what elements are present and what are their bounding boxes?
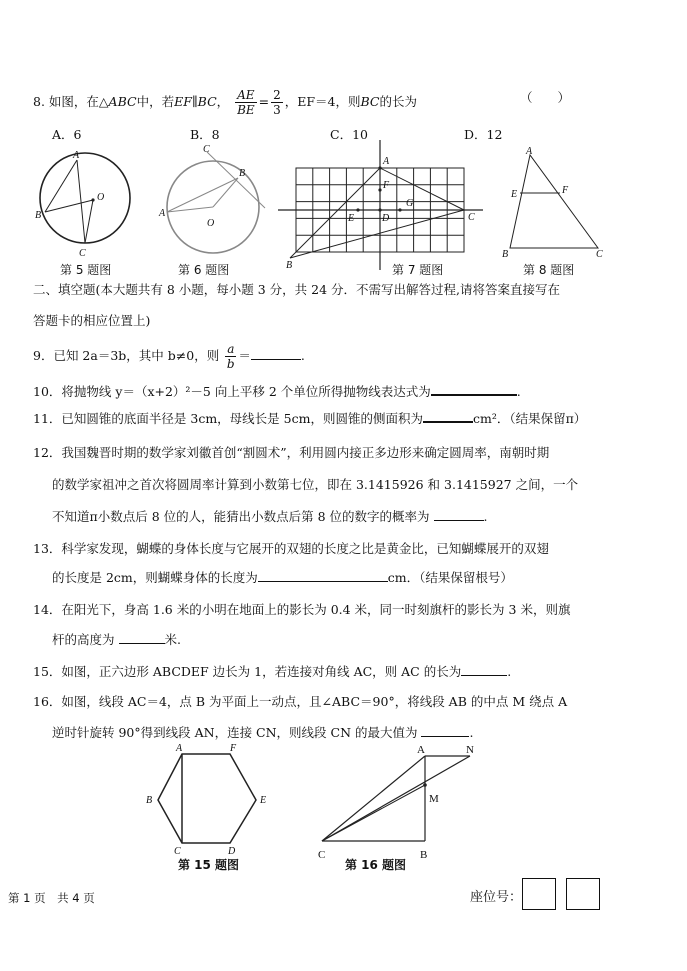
q9-fraction: $\frac{a}{b}$ [226,342,235,371]
q11-stem: 11．已知圆锥的底面半径是 3cm，母线长是 5cm，则圆锥的侧面积为 cm²．（结果保留π） [33,411,587,426]
svg-text:B: B [35,210,42,221]
figure-8 [498,145,608,260]
figure-6 [155,140,275,260]
svg-text:N: N [466,744,474,756]
q14-line2: 杆的高度为 米. [52,632,181,647]
svg-text:B: B [502,249,509,260]
q8-option-b: B．8 [190,127,220,142]
page-number: 第 1 页 共 4 页 [8,891,95,905]
svg-text:C: C [596,249,603,260]
svg-text:B: B [239,168,246,179]
q15-answer-blank[interactable] [461,675,507,676]
q14-line1: 14．在阳光下，身高 1.6 米的小明在地面上的影长为 0.4 米，同一时刻旗杆的影长为 3 米，则旗 [33,602,571,617]
figure-7 [278,140,483,270]
seat-number-box-2[interactable] [566,878,600,910]
caption-fig16: 第 16 题图 [345,858,407,872]
svg-text:D: D [382,213,390,224]
q9-stem: 9．已知 2a＝3b，其中 b≠0，则 $\frac{a}{b}$ ＝ . [33,342,305,371]
svg-text:C: C [318,849,326,861]
caption-fig5: 第 5 题图 [60,263,112,277]
caption-fig6: 第 6 题图 [178,263,230,277]
q12-answer-blank[interactable] [434,520,484,521]
svg-text:F: F [383,180,390,191]
q16-line2: 逆时针旋转 90°得到线段 AN，连接 CN，则线段 CN 的最大值为 . [52,725,474,740]
q13-answer-blank[interactable] [258,581,388,582]
section2-heading-line2: 答题卡的相应位置上) [33,313,151,328]
q16-line1: 16．如图，线段 AC＝4，点 B 为平面上一动点，且∠ABC＝90°，将线段 AB 的中点 M 绕点 A [33,694,568,709]
svg-text:B: B [286,260,293,270]
q12-line1: 12．我国魏晋时期的数学家刘徽首创“割圆术”，利用圆内接正多边形来确定圆周率，南朝时期 [33,445,550,460]
svg-text:E: E [260,795,267,806]
svg-text:A: A [417,744,425,756]
svg-text:E: E [348,213,355,224]
q13-line2: 的长度是 2cm，则蝴蝶身体的长度为 cm．（结果保留根号） [52,570,513,585]
q8-answer-paren: （ ） [520,90,571,105]
svg-text:O: O [97,192,105,203]
q14-answer-blank[interactable] [119,643,165,644]
figure-15 [140,740,280,855]
svg-text:A: A [176,743,183,754]
svg-text:A: A [383,156,390,167]
figure-16 [312,740,487,865]
figure-5 [35,148,135,260]
svg-text:C: C [203,144,210,155]
svg-text:B: B [146,795,153,806]
svg-text:C: C [174,846,181,855]
svg-text:A: A [159,208,166,219]
q15-stem: 15．如图，正六边形 ABCDEF 边长为 1，若连接对角线 AC，则 AC 的长为 . [33,664,512,679]
svg-text:G: G [406,198,414,209]
svg-text:F: F [562,185,569,196]
q8-value-fraction: $\frac{2}{3}$ [273,88,281,117]
caption-fig8: 第 8 题图 [523,263,575,277]
q10-stem: 10．将抛物线 y＝（x+2）²－5 向上平移 2 个单位所得抛物线表达式为 . [33,384,521,399]
svg-text:B: B [420,849,428,861]
seat-number-box-1[interactable] [522,878,556,910]
q9-answer-blank[interactable] [251,359,301,360]
svg-text:E: E [511,189,518,200]
caption-fig15: 第 15 题图 [178,858,240,872]
svg-text:D: D [228,846,236,855]
q12-line2: 的数学家祖冲之首次将圆周率计算到小数第七位，即在 3.1415926 和 3.1415927 之间，一个 [52,477,579,492]
q11-answer-blank[interactable] [423,421,473,423]
seat-number-label: 座位号： [470,890,523,905]
svg-text:A: A [526,146,533,157]
q10-answer-blank[interactable] [431,394,517,396]
q8-stem: 8. 如图，在△ABC中，若EF∥BC， $\frac{AE}{BE}$ = $\frac{2}{3}$ ，EF＝4，则BC的长为 [33,88,417,117]
svg-text:C: C [468,212,475,223]
svg-text:C: C [79,248,86,259]
q16-answer-blank[interactable] [421,736,469,737]
section2-heading-line1: 二、填空题(本大题共有 8 小题，每小题 3 分，共 24 分．不需写出解答过程,请将答案直接写在 [33,282,561,297]
q8-option-a: A．6 [52,127,82,142]
svg-text:F: F [230,743,237,754]
q8-option-c: C．10 [330,127,368,142]
svg-text:M: M [429,793,439,805]
svg-text:A: A [73,150,80,161]
caption-fig7: 第 7 题图 [392,263,444,277]
q13-line1: 13．科学家发现，蝴蝶的身体长度与它展开的双翅的长度之比是黄金比，已知蝴蝶展开的双翅 [33,541,549,556]
q8-ratio-fraction: $\frac{AE}{BE}$ [237,88,255,117]
svg-text:O: O [207,218,215,229]
q8-option-d: D．12 [464,127,503,142]
q12-line3: 不知道π小数点后 8 位的人，能猜出小数点后第 8 位的数字的概率为 . [52,509,488,524]
